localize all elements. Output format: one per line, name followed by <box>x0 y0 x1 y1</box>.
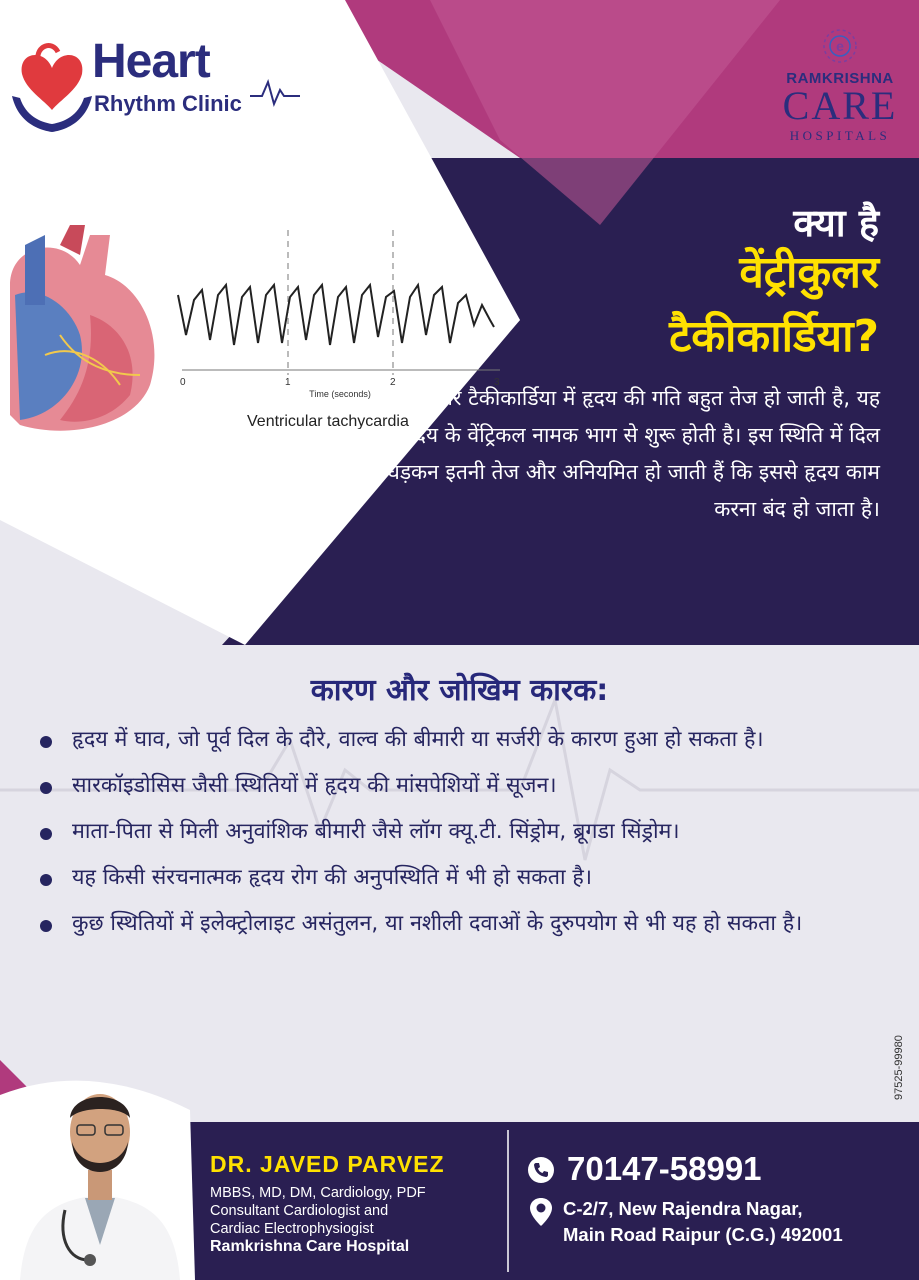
hospital-name-bottom: HOSPITALS <box>789 128 891 143</box>
address-line2: Main Road Raipur (C.G.) 492001 <box>563 1224 843 1245</box>
diagram-caption: Ventricular tachycardia <box>247 413 409 430</box>
doctor-hospital: Ramkrishna Care Hospital <box>210 1238 410 1255</box>
list-item: यह किसी संरचनात्मक हृदय रोग की अनुपस्थिति में भी हो सकता है। <box>38 860 888 896</box>
doctor-photo <box>10 1070 190 1280</box>
causes-title: कारण और जोखिम कारक: <box>310 673 609 708</box>
heading-line2: वेंट्रीकुलर <box>739 247 879 298</box>
hospital-name-main: CARE <box>782 83 898 128</box>
heart-anatomy-image <box>10 225 154 431</box>
list-item: हृदय में घाव, जो पूर्व दिल के दौरे, वाल्व की बीमारी या सर्जरी के कारण हुआ हो सकता है। <box>38 722 888 758</box>
list-item: कुछ स्थितियों में इलेक्ट्रोलाइट असंतुलन, या नशीली दवाओं के दुरुपयोग से भी यह हो सकता है। <box>38 906 888 942</box>
list-item: माता-पिता से मिली अनुवांशिक बीमारी जैसे लॉग क्यू.टी. सिंड्रोम, ब्रूगडा सिंड्रोम। <box>38 814 888 850</box>
hospital-name-top: RAMKRISHNA <box>786 70 894 87</box>
address-line1: C-2/7, New Rajendra Nagar, <box>563 1198 803 1219</box>
tick-0: 0 <box>180 377 186 388</box>
causes-list <box>38 722 888 952</box>
heading-line3: टैकीकार्डिया? <box>669 311 879 362</box>
emblem-letter: e <box>836 38 844 54</box>
intro-paragraph: वेंट्रीकुलर टैकीकार्डिया में हृदय की गति बहुत तेज हो जाती है, यह समस्या हृदय के वेंट्रिकल नामक भाग से शुरू होती है। इस स्थिति में दिल की धड़कन इतनी तेज और अनियमित हो जाती हैं कि इससे हृदय काम करना बंद हो जाता है। <box>343 386 880 521</box>
clinic-name-line1: Heart <box>92 35 210 88</box>
doctor-qualification: MBBS, MD, DM, Cardiology, PDF <box>210 1185 426 1201</box>
care-emblem-icon <box>812 20 868 68</box>
location-pin-icon <box>529 1197 553 1227</box>
doctor-name: DR. JAVED PARVEZ <box>210 1151 445 1177</box>
clinic-name-line2: Rhythm Clinic <box>94 91 242 116</box>
phone-number: 70147-58991 <box>567 1150 762 1187</box>
doctor-role-line2: Cardiac Electrophysiogist <box>210 1221 374 1237</box>
tick-2: 2 <box>390 377 396 388</box>
doctor-role-line1: Consultant Cardiologist and <box>210 1203 389 1219</box>
list-item: सारकॉइडोसिस जैसी स्थितियों में हृदय की मांसपेशियों में सूजन। <box>38 768 888 804</box>
heart-hands-icon <box>8 38 98 138</box>
axis-label: Time (seconds) <box>309 389 371 399</box>
phone-icon <box>527 1156 555 1184</box>
ecg-trace <box>178 230 500 375</box>
tick-1: 1 <box>285 377 291 388</box>
side-note: 97525-99980 <box>893 1035 905 1100</box>
pulse-line-icon <box>250 78 300 108</box>
heading-line1: क्या है <box>793 201 879 245</box>
tick-3: 3 <box>494 377 500 388</box>
